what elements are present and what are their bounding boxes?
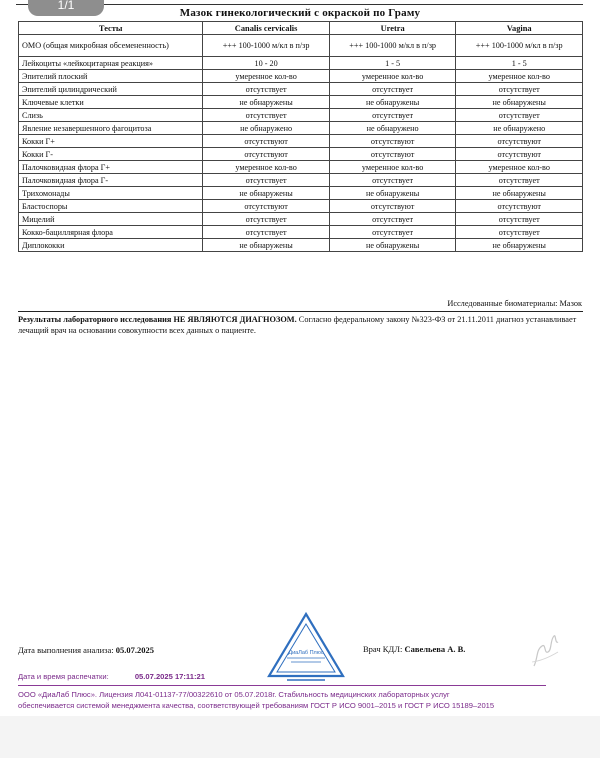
table-row — [19, 135, 583, 148]
test-name-cell: ОМО (общая микробная обсемененность) — [19, 35, 203, 57]
uretra-cell: отсутствует — [329, 109, 456, 122]
lab-stamp-icon — [265, 610, 347, 684]
footer-line-2: обеспечивается системой менеджмента качества, соответствующей требованиям ГОСТ Р ИСО 9001–2015 и ГОСТ Р ИСО 15189–2015 — [18, 701, 495, 710]
signature-icon — [528, 628, 562, 670]
uretra-cell: 1 - 5 — [329, 57, 456, 70]
table-row — [19, 148, 583, 161]
test-name-cell: Кокки Г- — [19, 148, 203, 161]
table-row — [19, 122, 583, 135]
canalis-cervicalis-cell: умеренное кол-во — [203, 70, 330, 83]
vagina-cell: не обнаружено — [456, 122, 583, 135]
footer-divider — [18, 685, 546, 686]
header-uretra: Uretra — [329, 22, 456, 35]
canalis-cervicalis-cell: отсутствуют — [203, 135, 330, 148]
canalis-cervicalis-cell: отсутствует — [203, 226, 330, 239]
canalis-cervicalis-cell: не обнаружены — [203, 239, 330, 252]
table-row — [19, 96, 583, 109]
uretra-cell: не обнаружены — [329, 96, 456, 109]
test-name-cell: Явление незавершенного фагоцитоза — [19, 122, 203, 135]
canalis-cervicalis-cell: отсутствует — [203, 174, 330, 187]
vagina-cell: отсутствуют — [456, 200, 583, 213]
test-name-cell: Кокки Г+ — [19, 135, 203, 148]
vagina-cell: не обнаружены — [456, 239, 583, 252]
vagina-cell: отсутствует — [456, 83, 583, 96]
biomaterial-line: Исследованные биоматериалы: Мазок — [447, 299, 582, 308]
vagina-cell: отсутствуют — [456, 135, 583, 148]
table-row — [19, 213, 583, 226]
stamp-text: ДиаЛаб Плюс — [288, 650, 324, 656]
table-row — [19, 226, 583, 239]
doctor-name: Савельева А. В. — [404, 644, 466, 654]
canalis-cervicalis-cell: не обнаружены — [203, 96, 330, 109]
canalis-cervicalis-cell: отсутствует — [203, 213, 330, 226]
divider — [18, 311, 583, 312]
table-header-row — [19, 22, 583, 35]
uretra-cell: отсутствуют — [329, 135, 456, 148]
print-datetime-line — [18, 672, 205, 681]
analysis-date-label: Дата выполнения анализа: — [18, 645, 114, 655]
uretra-cell: отсутствуют — [329, 148, 456, 161]
canalis-cervicalis-cell: не обнаружено — [203, 122, 330, 135]
table-row — [19, 70, 583, 83]
vagina-cell: отсутствует — [456, 226, 583, 239]
doctor-line — [363, 644, 465, 654]
test-name-cell: Эпителий цилиндрический — [19, 83, 203, 96]
report-title: Мазок гинекологический с окраской по Граму — [179, 7, 421, 19]
uretra-cell: отсутствует — [329, 174, 456, 187]
test-name-cell: Ключевые клетки — [19, 96, 203, 109]
test-name-cell: Слизь — [19, 109, 203, 122]
vagina-cell: отсутствует — [456, 109, 583, 122]
table-row — [19, 35, 583, 57]
vagina-cell: не обнаружены — [456, 187, 583, 200]
bottom-margin — [0, 716, 600, 758]
vagina-cell: отсутствует — [456, 213, 583, 226]
disclaimer-text: Согласно федеральному закону №323-ФЗ от 21.11.2011 диагноз устанавливает лечащий врач на основании совокупности всех данных о пациенте. — [18, 315, 577, 335]
analysis-date: 05.07.2025 — [115, 645, 154, 655]
print-datetime: 05.07.2025 17:11:21 — [134, 672, 205, 681]
test-name-cell: Палочковидная флора Г+ — [19, 161, 203, 174]
table-row — [19, 187, 583, 200]
test-name-cell: Бластоспоры — [19, 200, 203, 213]
print-label: Дата и время распечатки: — [18, 672, 109, 681]
uretra-cell: отсутствуют — [329, 200, 456, 213]
canalis-cervicalis-cell: отсутствуют — [203, 148, 330, 161]
uretra-cell: +++ 100-1000 м/кл в п/зр — [329, 35, 456, 57]
results-table — [18, 21, 583, 252]
footer — [18, 689, 578, 711]
table-row — [19, 239, 583, 252]
uretra-cell: не обнаружены — [329, 187, 456, 200]
uretra-cell: умеренное кол-во — [329, 161, 456, 174]
test-name-cell: Кокко-бациллярная флора — [19, 226, 203, 239]
table-row — [19, 57, 583, 70]
vagina-cell: не обнаружены — [456, 96, 583, 109]
vagina-cell: 1 - 5 — [456, 57, 583, 70]
footer-line-1: ООО «ДиаЛаб Плюс». Лицензия Л041-01137-77/00322610 от 05.07.2018г. Стабильность медицинских лабораторных услуг — [18, 690, 450, 699]
test-name-cell: Палочковидная флора Г- — [19, 174, 203, 187]
table-row — [19, 174, 583, 187]
test-name-cell: Диплококки — [19, 239, 203, 252]
vagina-cell: отсутствует — [456, 174, 583, 187]
analysis-date-line — [18, 645, 154, 655]
table-row — [19, 161, 583, 174]
vagina-cell: отсутствуют — [456, 148, 583, 161]
uretra-cell: умеренное кол-во — [329, 70, 456, 83]
test-name-cell: Мицелий — [19, 213, 203, 226]
uretra-cell: не обнаружено — [329, 122, 456, 135]
uretra-cell: отсутствует — [329, 213, 456, 226]
canalis-cervicalis-cell: 10 - 20 — [203, 57, 330, 70]
doctor-label: Врач КДЛ: — [363, 644, 403, 654]
disclaimer — [18, 314, 584, 336]
test-name-cell: Трихомонады — [19, 187, 203, 200]
vagina-cell: умеренное кол-во — [456, 70, 583, 83]
canalis-cervicalis-cell: отсутствует — [203, 83, 330, 96]
uretra-cell: отсутствует — [329, 83, 456, 96]
uretra-cell: не обнаружены — [329, 239, 456, 252]
table-row — [19, 109, 583, 122]
canalis-cervicalis-cell: умеренное кол-во — [203, 161, 330, 174]
vagina-cell: +++ 100-1000 м/кл в п/зр — [456, 35, 583, 57]
header-vagina: Vagina — [456, 22, 583, 35]
table-row — [19, 200, 583, 213]
canalis-cervicalis-cell: отсутствует — [203, 109, 330, 122]
canalis-cervicalis-cell: отсутствуют — [203, 200, 330, 213]
test-name-cell: Лейкоциты «лейкоцитарная реакция» — [19, 57, 203, 70]
table-row — [19, 83, 583, 96]
disclaimer-bold: Результаты лабораторного исследования НЕ ЯВЛЯЮТСЯ ДИАГНОЗОМ. — [18, 315, 297, 324]
table-body — [19, 35, 583, 252]
header-tests: Тесты — [19, 22, 203, 35]
header-canalis-cervicalis: Canalis cervicalis — [203, 22, 330, 35]
canalis-cervicalis-cell: +++ 100-1000 м/кл в п/зр — [203, 35, 330, 57]
canalis-cervicalis-cell: не обнаружены — [203, 187, 330, 200]
vagina-cell: умеренное кол-во — [456, 161, 583, 174]
uretra-cell: отсутствует — [329, 226, 456, 239]
test-name-cell: Эпителий плоский — [19, 70, 203, 83]
page-indicator: 1/1 — [28, 0, 104, 16]
